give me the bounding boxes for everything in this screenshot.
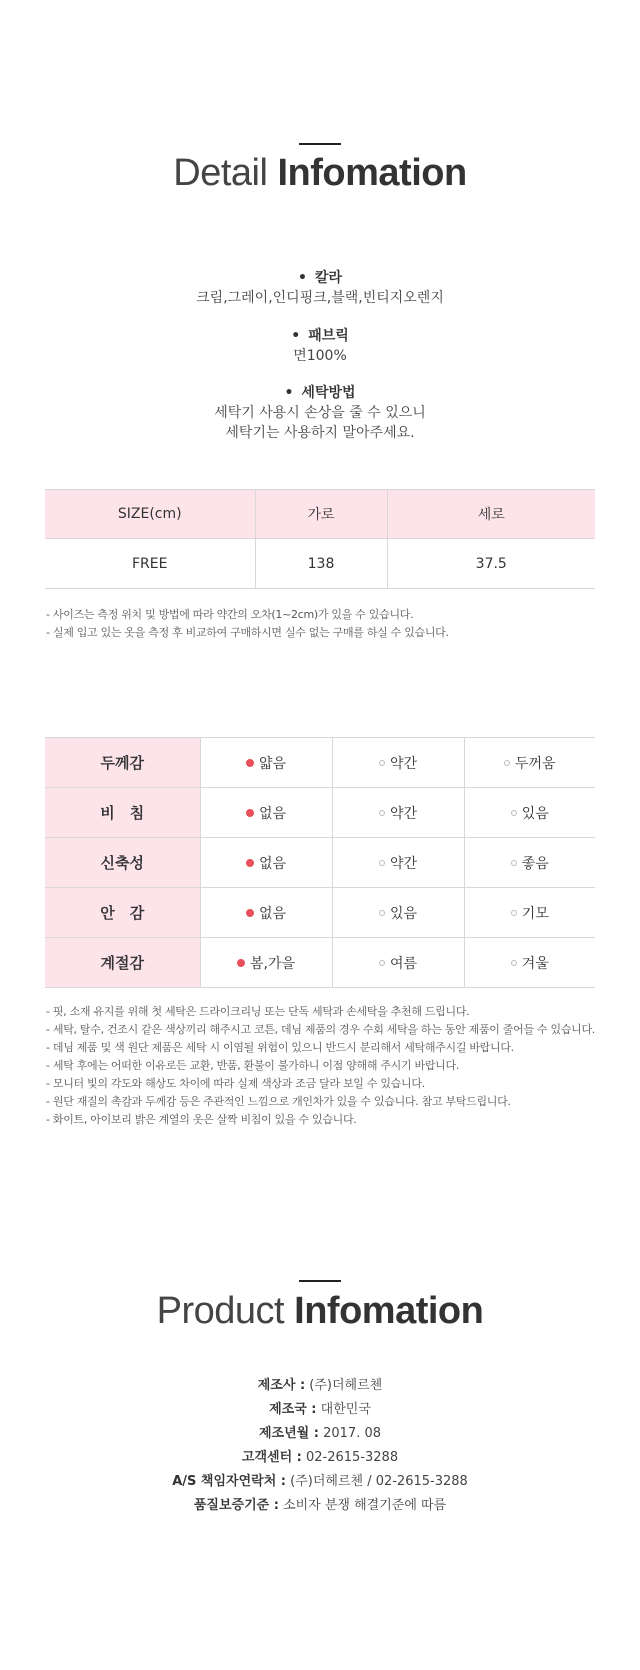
info-fabric	[0, 326, 640, 366]
unselected-dot-icon	[511, 960, 517, 966]
attr-label: 계절감	[45, 938, 200, 988]
table-row	[45, 738, 595, 788]
info-fabric-value: 면100%	[293, 348, 347, 364]
size-cell-width: 138	[255, 539, 387, 589]
unselected-dot-icon	[379, 860, 385, 866]
list-item: 품질보증기준 : 소비자 분쟁 해결기준에 따름	[193, 1498, 447, 1513]
info-color-value: 크림,그레이,인디핑크,블랙,빈티지오렌지	[196, 290, 444, 306]
attr-option: 좋음	[464, 838, 595, 888]
detail-section-title	[0, 152, 640, 195]
attr-option: 약간	[332, 738, 464, 788]
product-title-light: Product	[156, 1290, 285, 1332]
selected-dot-icon	[246, 859, 254, 867]
unselected-dot-icon	[511, 810, 517, 816]
selected-dot-icon	[237, 959, 245, 967]
care-note: - 세탁 후에는 어떠한 이유로든 교환, 반품, 환불이 불가하니 이점 양해해 주시기 바랍니다.	[46, 1059, 460, 1072]
detail-title-bold: Infomation	[277, 152, 467, 194]
table-row	[45, 888, 595, 938]
list-item: 제조년월 : 2017. 08	[259, 1426, 381, 1441]
unselected-dot-icon	[511, 860, 517, 866]
attr-label: 안 감	[45, 888, 200, 938]
list-item: 제조사 : (주)더헤르첸	[257, 1378, 383, 1393]
unselected-dot-icon	[379, 810, 385, 816]
list-item: 제조국 : 대한민국	[269, 1402, 371, 1417]
attr-option: 봄,가을	[200, 938, 332, 988]
care-notes	[46, 1003, 616, 1129]
info-washing	[0, 383, 640, 443]
attr-option: 약간	[332, 838, 464, 888]
product-section-title	[0, 1290, 640, 1333]
unselected-dot-icon	[379, 760, 385, 766]
care-note: - 모니터 빛의 각도와 해상도 차이에 따라 실제 색상과 조금 달라 보일 수 있습니다.	[46, 1077, 425, 1090]
list-item: 고객센터 : 02-2615-3288	[241, 1450, 399, 1465]
care-note: - 데님 제품 및 색 원단 제품은 세탁 시 이염될 위험이 있으니 반드시 분리해서 세탁해주시길 바랍니다.	[46, 1041, 514, 1054]
product-info-list	[0, 1374, 640, 1518]
detail-section-bar	[299, 143, 341, 145]
attr-option: 없음	[200, 888, 332, 938]
info-washing-value-1: 세탁기 사용시 손상을 줄 수 있으니	[214, 405, 426, 421]
attr-option: 약간	[332, 788, 464, 838]
care-note: - 화이트, 아이보리 밝은 계열의 옷은 살짝 비침이 있을 수 있습니다.	[46, 1113, 357, 1126]
selected-dot-icon	[246, 809, 254, 817]
care-note: - 핏, 소재 유지를 위해 첫 세탁은 드라이크리닝 또는 단독 세탁과 손세탁을 추천해 드립니다.	[46, 1005, 470, 1018]
detail-title-light: Detail	[173, 152, 268, 194]
attr-option: 두꺼움	[464, 738, 595, 788]
attr-label: 비 침	[45, 788, 200, 838]
attr-option: 없음	[200, 788, 332, 838]
info-color	[0, 268, 640, 308]
unselected-dot-icon	[379, 910, 385, 916]
size-cell-length: 37.5	[387, 539, 595, 589]
unselected-dot-icon	[379, 960, 385, 966]
care-note: - 원단 재질의 촉감과 두께감 등은 주관적인 느낌으로 개인차가 있을 수 있습니다. 참고 부탁드립니다.	[46, 1095, 511, 1108]
size-table	[45, 489, 595, 589]
info-washing-label: • 세탁방법	[0, 383, 640, 403]
size-header-size: SIZE(cm)	[45, 490, 255, 539]
info-washing-value-2: 세탁기는 사용하지 말아주세요.	[225, 425, 415, 441]
product-section-bar	[299, 1280, 341, 1282]
unselected-dot-icon	[511, 910, 517, 916]
table-row	[45, 838, 595, 888]
care-note: - 세탁, 탈수, 건조시 같은 색상끼리 해주시고 코튼, 데님 제품의 경우 수회 세탁을 하는 동안 제품이 줄어들 수 있습니다.	[46, 1023, 595, 1036]
size-table-header	[45, 490, 595, 539]
attr-option: 여름	[332, 938, 464, 988]
info-fabric-label: • 패브릭	[0, 326, 640, 346]
attr-label: 신축성	[45, 838, 200, 888]
size-notes	[46, 606, 616, 642]
attr-option: 얇음	[200, 738, 332, 788]
attr-option: 없음	[200, 838, 332, 888]
product-title-bold: Infomation	[294, 1290, 484, 1332]
size-header-length: 세로	[387, 490, 595, 539]
table-row	[45, 788, 595, 838]
size-note: - 실제 입고 있는 옷을 측정 후 비교하여 구매하시면 실수 없는 구매를 하실 수 있습니다.	[46, 626, 449, 639]
table-row	[45, 539, 595, 589]
table-row	[45, 938, 595, 988]
info-color-label: • 칼라	[0, 268, 640, 288]
attr-option: 있음	[332, 888, 464, 938]
attr-option: 기모	[464, 888, 595, 938]
attr-option: 겨울	[464, 938, 595, 988]
attr-option: 있음	[464, 788, 595, 838]
size-cell-size: FREE	[45, 539, 255, 589]
list-item: A/S 책임자연락처 : (주)더헤르첸 / 02-2615-3288	[172, 1474, 468, 1489]
selected-dot-icon	[246, 759, 254, 767]
size-note: - 사이즈는 측정 위치 및 방법에 따라 약간의 오차(1~2cm)가 있을 수 있습니다.	[46, 608, 414, 621]
unselected-dot-icon	[504, 760, 510, 766]
attr-label: 두께감	[45, 738, 200, 788]
attribute-table	[45, 737, 595, 988]
size-header-width: 가로	[255, 490, 387, 539]
selected-dot-icon	[246, 909, 254, 917]
